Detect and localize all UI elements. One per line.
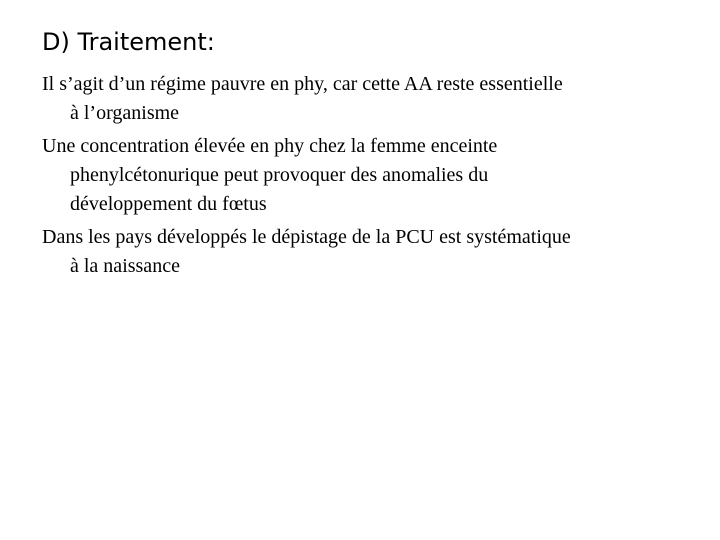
paragraph-line: Une concentration élevée en phy chez la femme enceinte bbox=[42, 135, 498, 157]
paragraph-diet bbox=[42, 70, 692, 128]
paragraph-line: à l’organisme bbox=[70, 102, 180, 124]
paragraph-line: développement du fœtus bbox=[70, 193, 267, 215]
slide-title: D) Traitement: bbox=[42, 28, 215, 56]
slide-body bbox=[42, 70, 692, 285]
paragraph-line: Dans les pays développés le dépistage de la PCU est systématique bbox=[42, 226, 571, 248]
paragraph-line: Il s’agit d’un régime pauvre en phy, car cette AA reste essentielle bbox=[42, 73, 563, 95]
paragraph-line: phenylcétonurique peut provoquer des anomalies du bbox=[70, 164, 489, 186]
paragraph-pregnancy bbox=[42, 132, 692, 219]
paragraph-line: à la naissance bbox=[70, 255, 180, 277]
paragraph-screening bbox=[42, 223, 692, 281]
